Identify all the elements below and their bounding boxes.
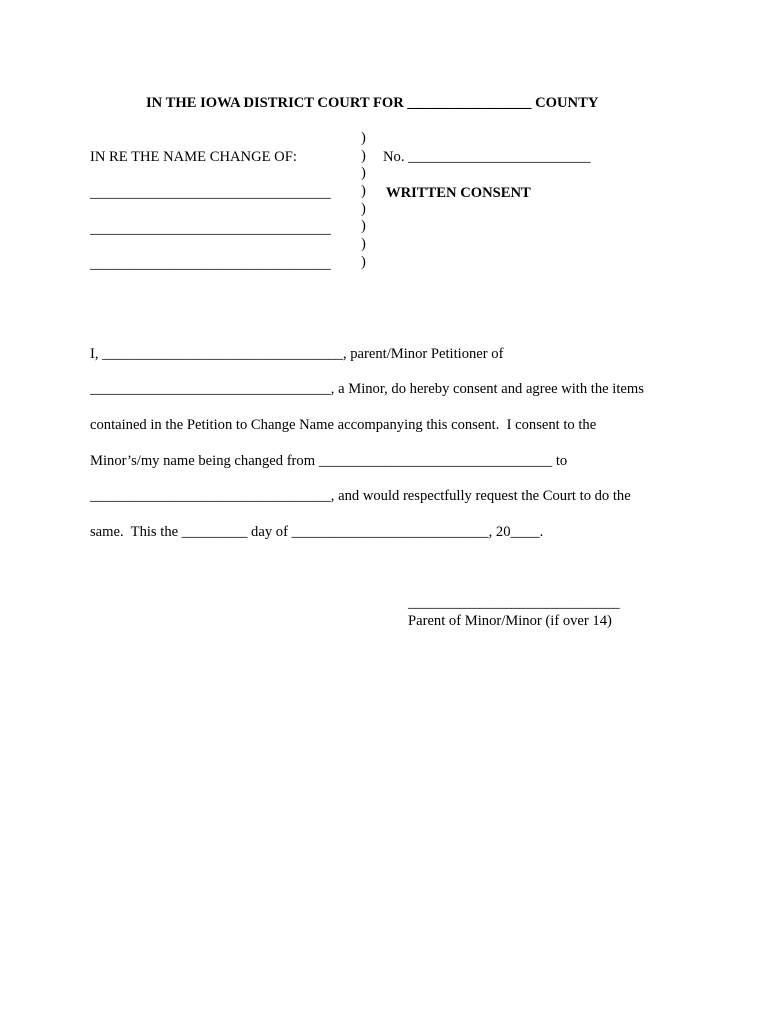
name-line-2: _________________________________ (90, 221, 331, 237)
caption-parentheses (361, 130, 373, 272)
in-re-label: IN RE THE NAME CHANGE OF: (90, 149, 297, 165)
consent-line-1: I, _________________________________, parent/Minor Petitioner of (90, 346, 504, 362)
name-line-3: _________________________________ (90, 256, 331, 272)
court-heading: IN THE IOWA DISTRICT COURT FOR _________________ COUNTY (146, 95, 599, 111)
caption-paren: ) (361, 253, 366, 270)
signature-label: Parent of Minor/Minor (if over 14) (408, 613, 612, 629)
consent-line-3: contained in the Petition to Change Name accompanying this consent. I consent to the (90, 417, 597, 433)
caption-paren: ) (361, 236, 366, 253)
consent-line-2: _________________________________, a Minor, do hereby consent and agree with the items (90, 381, 644, 397)
signature-line: _____________________________ (408, 595, 620, 611)
consent-line-4: Minor’s/my name being changed from ________________________________ to (90, 453, 568, 469)
name-line-1: _________________________________ (90, 185, 331, 201)
caption-paren: ) (361, 147, 366, 164)
case-number: No. _________________________ (383, 149, 591, 165)
consent-line-6: same. This the _________ day of ___________________________, 20____. (90, 524, 544, 540)
caption-paren: ) (361, 200, 366, 217)
consent-line-5: _________________________________, and would respectfully request the Court to do the (90, 488, 631, 504)
caption-paren: ) (361, 218, 366, 235)
caption-paren: ) (361, 183, 366, 200)
caption-paren: ) (361, 165, 366, 182)
document-title: WRITTEN CONSENT (386, 185, 531, 201)
caption-paren: ) (361, 130, 366, 146)
